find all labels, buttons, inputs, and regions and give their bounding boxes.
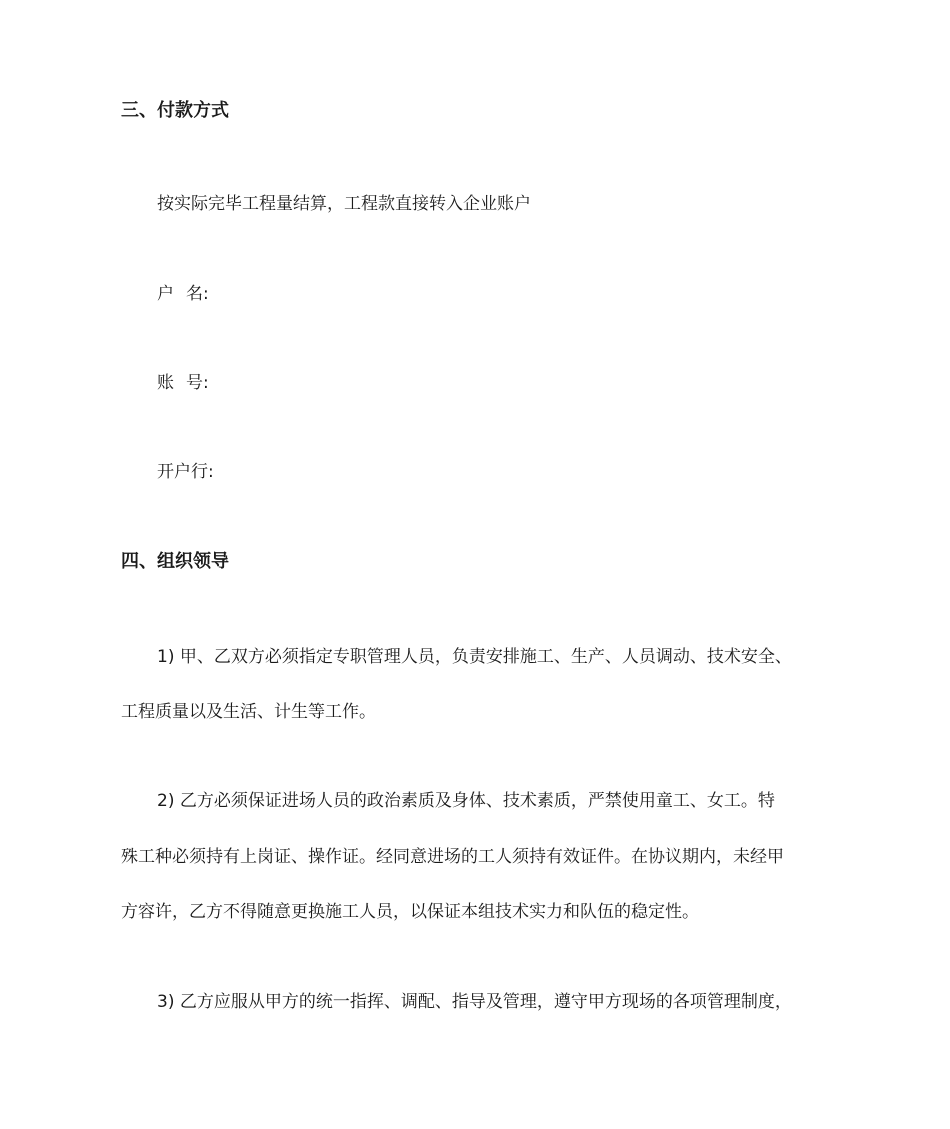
section-4-heading: 四、组织领导 bbox=[121, 551, 229, 572]
clause-2-line-2: 殊工种必须持有上岗证、操作证。经同意进场的工人须持有效证件。在协议期内，未经甲 bbox=[121, 847, 784, 867]
clause-3-line-1: 3) 乙方应服从甲方的统一指挥、调配、指导及管理，遵守甲方现场的各项管理制度， bbox=[157, 992, 792, 1012]
clause-1-line-2: 工程质量以及生活、计生等工作。 bbox=[121, 702, 376, 722]
account-number-label-a: 账 bbox=[157, 373, 174, 393]
payment-settlement-text: 按实际完毕工程量结算，工程款直接转入企业账户 bbox=[157, 194, 531, 214]
section-3-heading: 三、付款方式 bbox=[121, 100, 229, 121]
account-number-label-b: 号: bbox=[186, 373, 209, 393]
account-name-label-a: 户 bbox=[157, 284, 174, 304]
clause-2-line-3: 方容许，乙方不得随意更换施工人员，以保证本组技术实力和队伍的稳定性。 bbox=[121, 902, 699, 922]
bank-field: 开户行: bbox=[157, 462, 214, 482]
clause-2-line-1: 2) 乙方必须保证进场人员的政治素质及身体、技术素质，严禁使用童工、女工。特 bbox=[157, 791, 775, 811]
account-number-field bbox=[157, 371, 209, 395]
account-name-field bbox=[157, 282, 209, 306]
account-name-label-b: 名: bbox=[186, 284, 209, 304]
clause-1-line-1: 1) 甲、乙双方必须指定专职管理人员，负责安排施工、生产、人员调动、技术安全、 bbox=[157, 647, 792, 667]
